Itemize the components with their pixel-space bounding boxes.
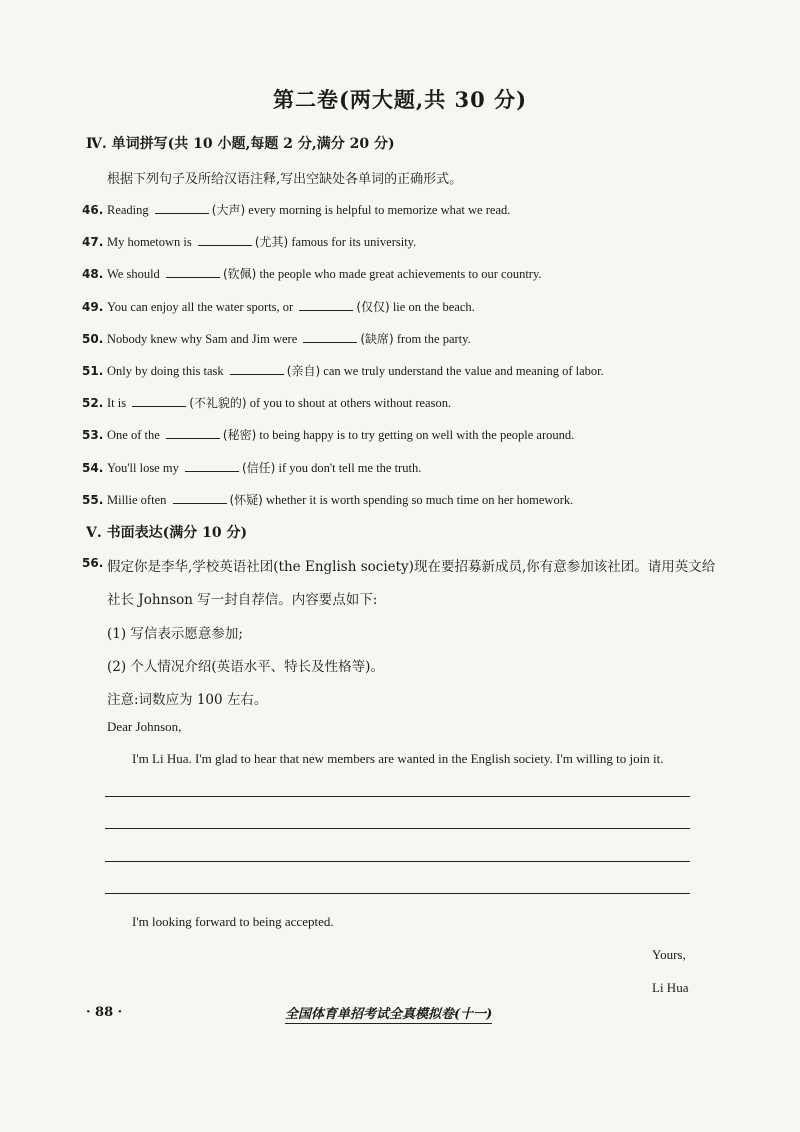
question-item: [82, 491, 573, 508]
question-hint: (信任): [241, 461, 276, 475]
question-text-after: to being happy is to try getting on well with the people around.: [259, 428, 575, 442]
question-item: [82, 459, 421, 476]
letter-opening: I'm Li Hua. I'm glad to hear that new members are wanted in the English society. I'm willing to join it.: [132, 751, 664, 766]
task-number: 56.: [82, 556, 104, 570]
writing-line[interactable]: [105, 861, 690, 862]
question-number: 49.: [82, 300, 104, 314]
question-hint: (不礼貌的): [189, 396, 247, 410]
question-hint: (大声): [211, 203, 246, 217]
answer-blank[interactable]: [173, 493, 227, 504]
section4-instruction: 根据下列句子及所给汉语注释,写出空缺处各单词的正确形式。: [107, 172, 463, 187]
letter-closing: I'm looking forward to being accepted.: [132, 914, 334, 929]
question-item: [82, 330, 471, 347]
question-hint: (缺席): [360, 332, 394, 346]
question-item: [82, 265, 542, 282]
question-text-after: from the party.: [396, 332, 471, 346]
question-text-before: You can enjoy all the water sports, or: [107, 300, 294, 314]
question-text-before: Reading: [107, 203, 149, 217]
question-text-before: Only by doing this task: [107, 364, 224, 378]
question-number: 46.: [82, 203, 104, 217]
task-note: 注意:词数应为 100 左右。: [107, 692, 268, 708]
question-number: 47.: [82, 235, 104, 249]
answer-blank[interactable]: [230, 364, 284, 375]
writing-line[interactable]: [105, 796, 690, 797]
task-point-1: (1) 写信表示愿意参加;: [107, 626, 243, 642]
question-item: [82, 298, 475, 315]
question-item: [82, 394, 451, 411]
question-number: 53.: [82, 428, 104, 442]
writing-line[interactable]: [105, 828, 690, 829]
question-item: [82, 201, 510, 218]
question-item: [82, 233, 416, 250]
question-text-after: whether it is worth spending so much time on her homework.: [266, 493, 574, 507]
question-text-before: It is: [107, 396, 127, 410]
question-text-after: the people who made great achievements to our country.: [259, 267, 542, 281]
answer-blank[interactable]: [132, 396, 186, 407]
question-hint: (怀疑): [229, 493, 263, 507]
question-text-after: every morning is helpful to memorize what we read.: [248, 203, 511, 217]
question-item: [82, 362, 604, 379]
letter-signoff: Yours,: [652, 947, 686, 962]
question-number: 50.: [82, 332, 104, 346]
question-text-before: One of the: [107, 428, 160, 442]
question-text-before: Millie often: [107, 493, 167, 507]
question-text-before: My hometown is: [107, 235, 192, 249]
question-text-before: Nobody knew why Sam and Jim were: [107, 332, 298, 346]
question-hint: (仅仅): [356, 300, 390, 314]
question-text-after: of you to shout at others without reason.: [249, 396, 452, 410]
question-number: 54.: [82, 461, 104, 475]
answer-blank[interactable]: [155, 203, 209, 214]
question-hint: (秘密): [222, 428, 257, 442]
task-line-1: 假定你是李华,学校英语社团(the English society)现在要招募新成员,你有意参加该社团。请用英文给: [107, 559, 716, 575]
page-title: 第二卷(两大题,共 30 分): [272, 87, 528, 112]
answer-blank[interactable]: [166, 428, 220, 439]
writing-line[interactable]: [105, 893, 690, 894]
letter-greeting: Dear Johnson,: [107, 719, 182, 734]
question-text-after: if you don't tell me the truth.: [278, 461, 422, 475]
answer-blank[interactable]: [198, 235, 252, 246]
question-item: [82, 426, 574, 443]
question-hint: (钦佩): [222, 267, 257, 281]
question-text-after: famous for its university.: [291, 235, 417, 249]
question-number: 55.: [82, 493, 104, 507]
question-number: 51.: [82, 364, 104, 378]
task-point-2: (2) 个人情况介绍(英语水平、特长及性格等)。: [107, 659, 384, 675]
question-number: 48.: [82, 267, 104, 281]
question-hint: (尤其): [254, 235, 289, 249]
section4-heading: Ⅳ. 单词拼写(共 10 小题,每题 2 分,满分 20 分): [86, 136, 395, 152]
question-text-after: lie on the beach.: [392, 300, 475, 314]
answer-blank[interactable]: [185, 461, 239, 472]
answer-blank[interactable]: [299, 300, 353, 311]
question-text-before: You'll lose my: [107, 461, 179, 475]
question-text-after: can we truly understand the value and meaning of labor.: [323, 364, 604, 378]
answer-blank[interactable]: [303, 332, 357, 343]
question-number: 52.: [82, 396, 104, 410]
letter-signature: Li Hua: [652, 980, 689, 995]
question-text-before: We should: [107, 267, 160, 281]
task-line-2: 社长 Johnson 写一封自荐信。内容要点如下:: [107, 592, 378, 608]
section5-heading: Ⅴ. 书面表达(满分 10 分): [86, 525, 248, 541]
answer-blank[interactable]: [166, 267, 220, 278]
exam-title: 全国体育单招考试全真模拟卷(十一): [285, 1003, 492, 1024]
question-hint: (亲自): [286, 364, 321, 378]
page-number: · 88 ·: [86, 1005, 123, 1020]
